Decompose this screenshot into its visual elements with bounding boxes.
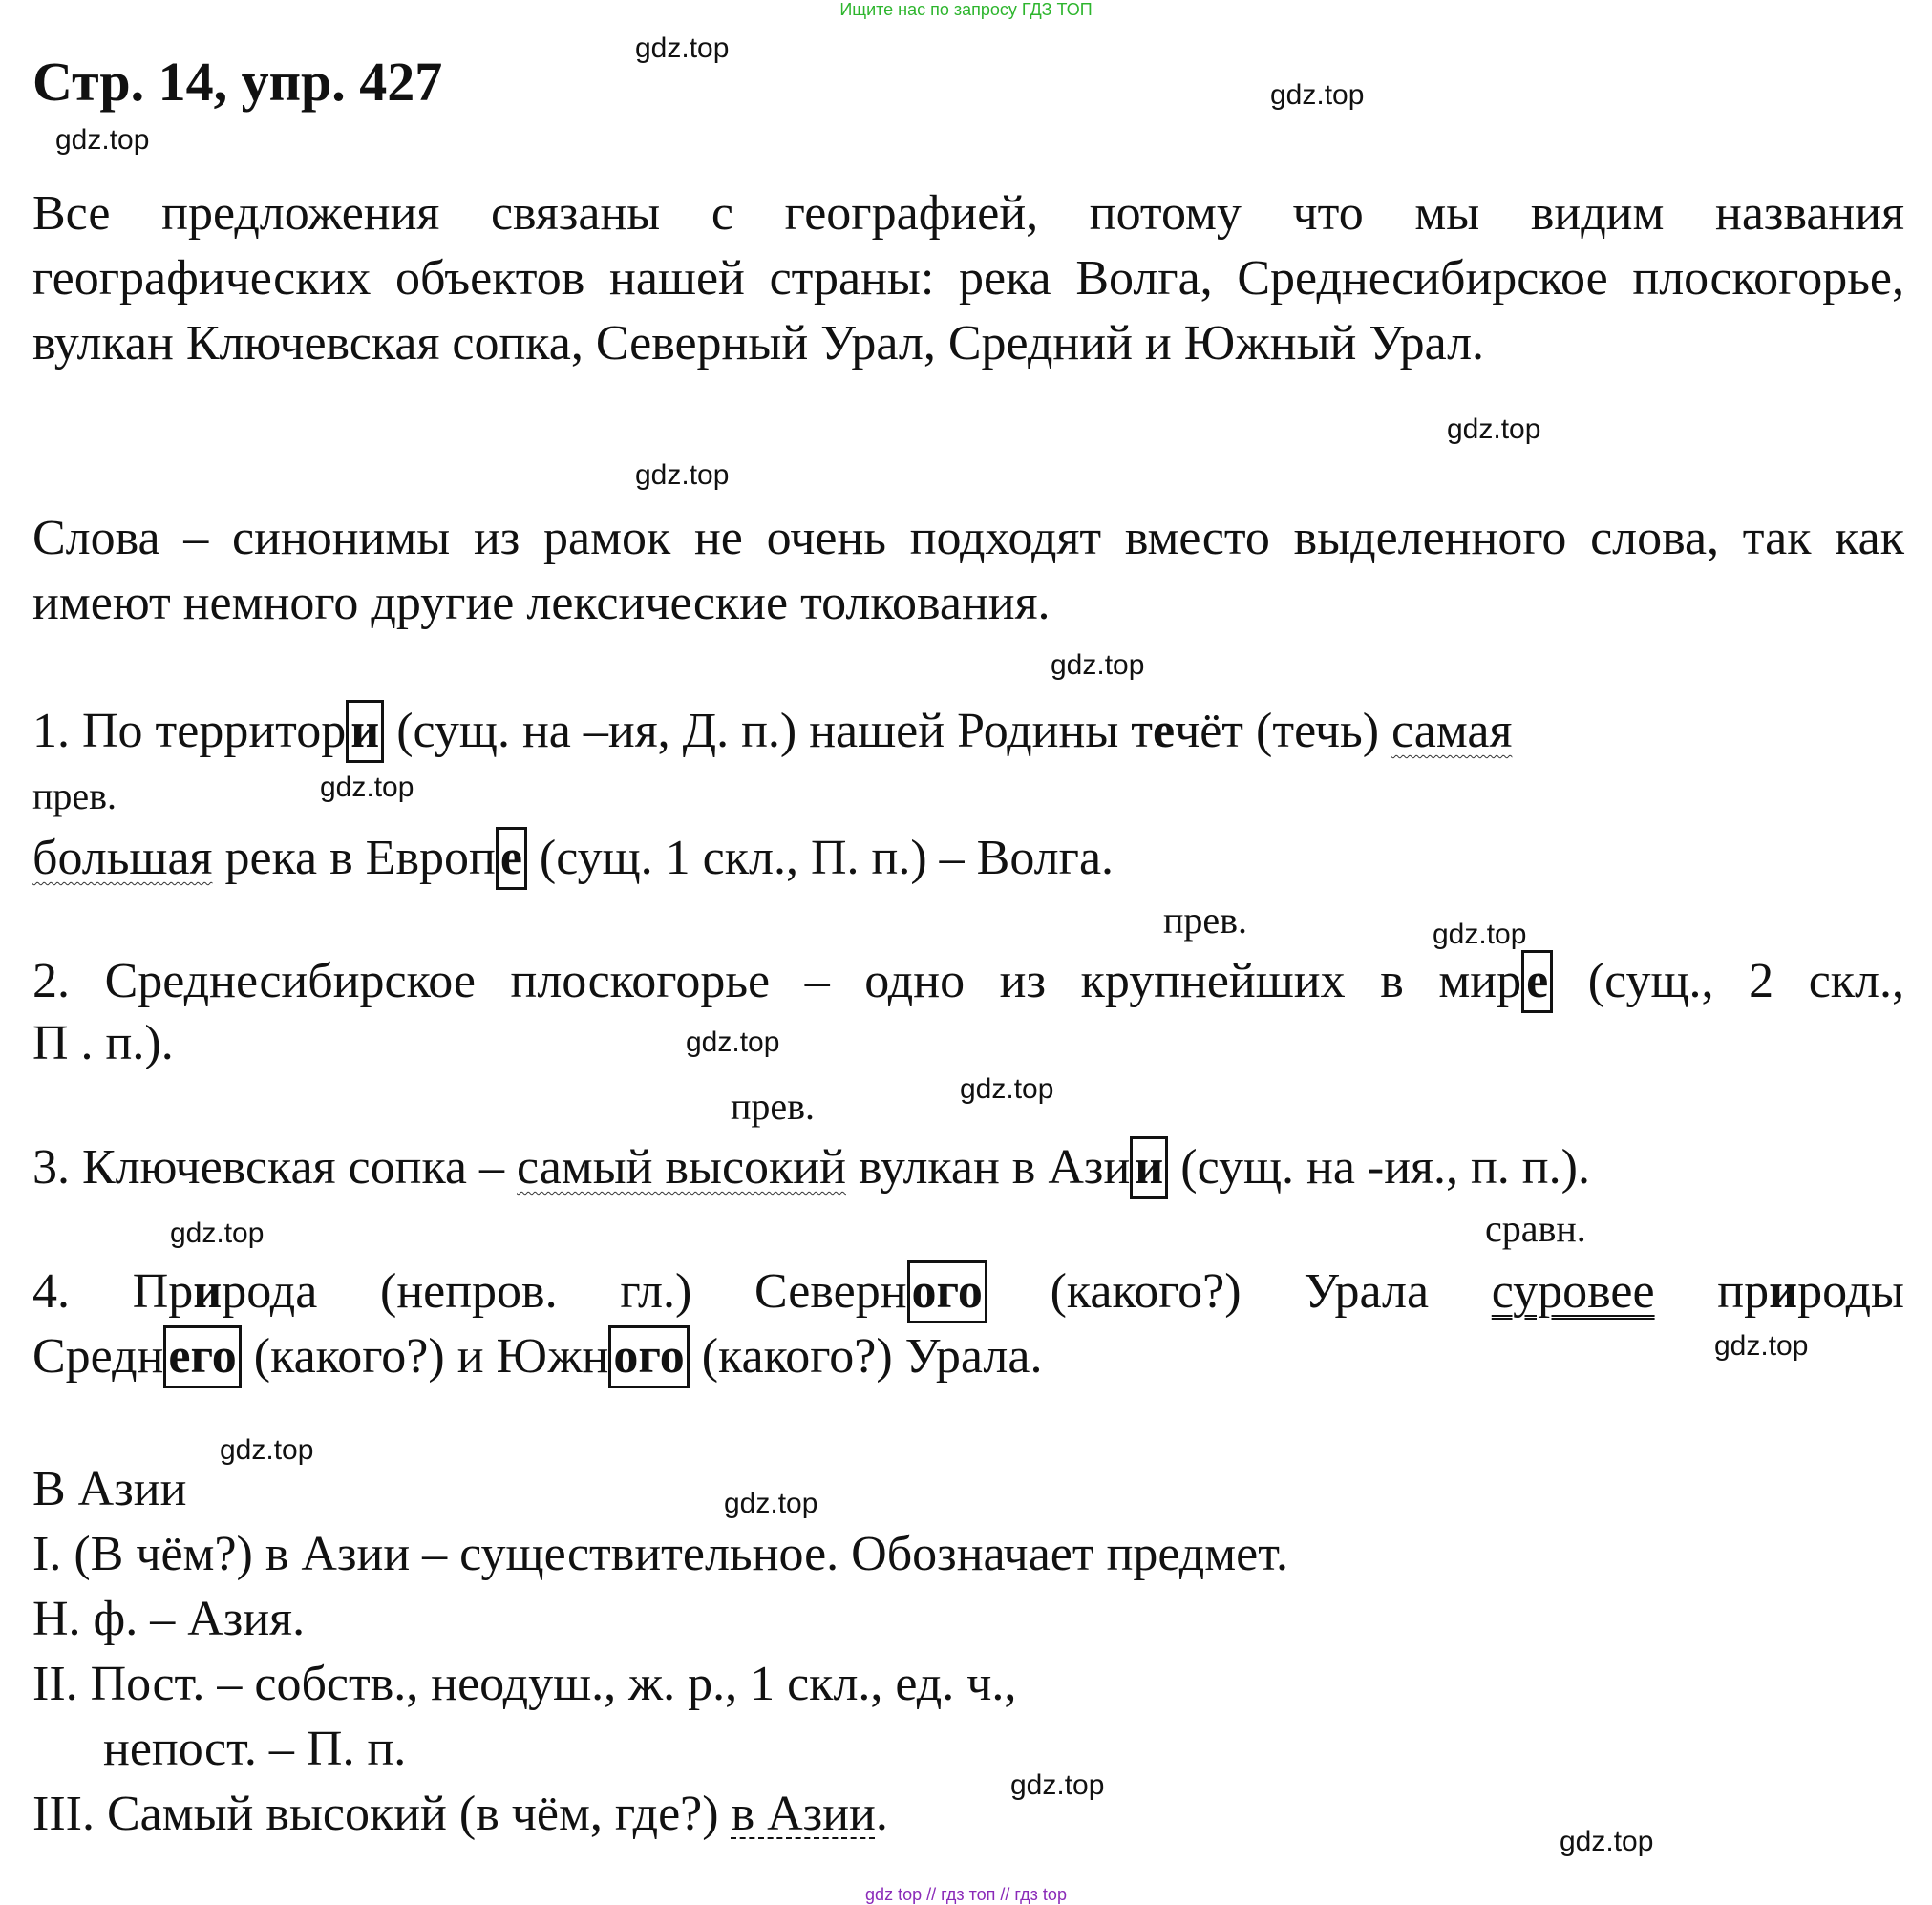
analysis-line-4: непост. – П. п. (103, 1722, 407, 1776)
watermark: gdz.top (635, 32, 730, 64)
watermark: gdz.top (1560, 1826, 1654, 1857)
watermark: gdz.top (320, 772, 414, 803)
sentence-1-line-2: большая река в Европе (сущ. 1 скл., П. п.) – Волга. (32, 827, 1114, 890)
watermark: gdz.top (686, 1027, 780, 1058)
watermark: gdz.top (1010, 1769, 1105, 1801)
watermark: gdz.top (724, 1488, 818, 1519)
sentence-2-line-2: П . п.). (32, 1016, 174, 1070)
sentence-2-line-1: 2. Среднесибирское плоскогорье – одно из крупнейших в мире (сущ., 2 скл., (32, 950, 1904, 1013)
sentence-4-line-1: 4. Природа (непров. гл.) Северного (какого?) Урала суровее природы (32, 1260, 1904, 1323)
watermark: gdz.top (1433, 919, 1527, 950)
analysis-line-5: III. Самый высокий (в чём, где?) в Азии. (32, 1787, 888, 1841)
sentence-4-line-2: Среднего (какого?) и Южного (какого?) Урала. (32, 1325, 1042, 1388)
note-prev: прев. (1163, 899, 1248, 942)
header-note: Ищите нас по запросу ГДЗ ТОП (839, 0, 1093, 19)
sentence-3: 3. Ключевская сопка – самый высокий вулкан в Азии (сущ. на -ия., п. п.). (32, 1136, 1590, 1199)
watermark: gdz.top (960, 1073, 1054, 1105)
watermark: gdz.top (55, 124, 150, 156)
note-sravn: сравн. (1485, 1207, 1586, 1250)
analysis-line-3: II. Пост. – собств., неодуш., ж. р., 1 скл., ед. ч., (32, 1657, 1017, 1711)
watermark: gdz.top (1714, 1330, 1809, 1362)
analysis-heading: В Азии (32, 1462, 187, 1516)
watermark: gdz.top (1270, 79, 1365, 111)
watermark: gdz.top (1051, 649, 1145, 681)
paragraph-geography: Все предложения связаны с географией, потому что мы видим названия географических объектов нашей страны: река Волга, Среднесибирское плоскогорье, вулкан Ключевская сопка, Северный Урал, Средний и Южный Урал. (32, 186, 1904, 370)
note-prev: прев. (32, 774, 117, 817)
watermark: gdz.top (220, 1434, 314, 1466)
analysis-line-1: I. (В чём?) в Азии – существительное. Обозначает предмет. (32, 1527, 1289, 1581)
analysis-line-2: Н. ф. – Азия. (32, 1592, 306, 1646)
page-title: Стр. 14, упр. 427 (32, 51, 443, 113)
watermark: gdz.top (170, 1217, 265, 1249)
watermark: gdz.top (635, 459, 730, 491)
paragraph-synonyms: Слова – синонимы из рамок не очень подходят вместо выделенного слова, так как имеют немного другие лексические толкования. (32, 511, 1904, 630)
sentence-1-line-1: 1. По территори (сущ. на –ия, Д. п.) нашей Родины течёт (течь) самая (32, 700, 1512, 763)
watermark: gdz.top (1447, 413, 1541, 445)
footer-note: gdz top // гдз топ // гдз top (865, 1885, 1067, 1904)
note-prev: прев. (731, 1085, 816, 1128)
